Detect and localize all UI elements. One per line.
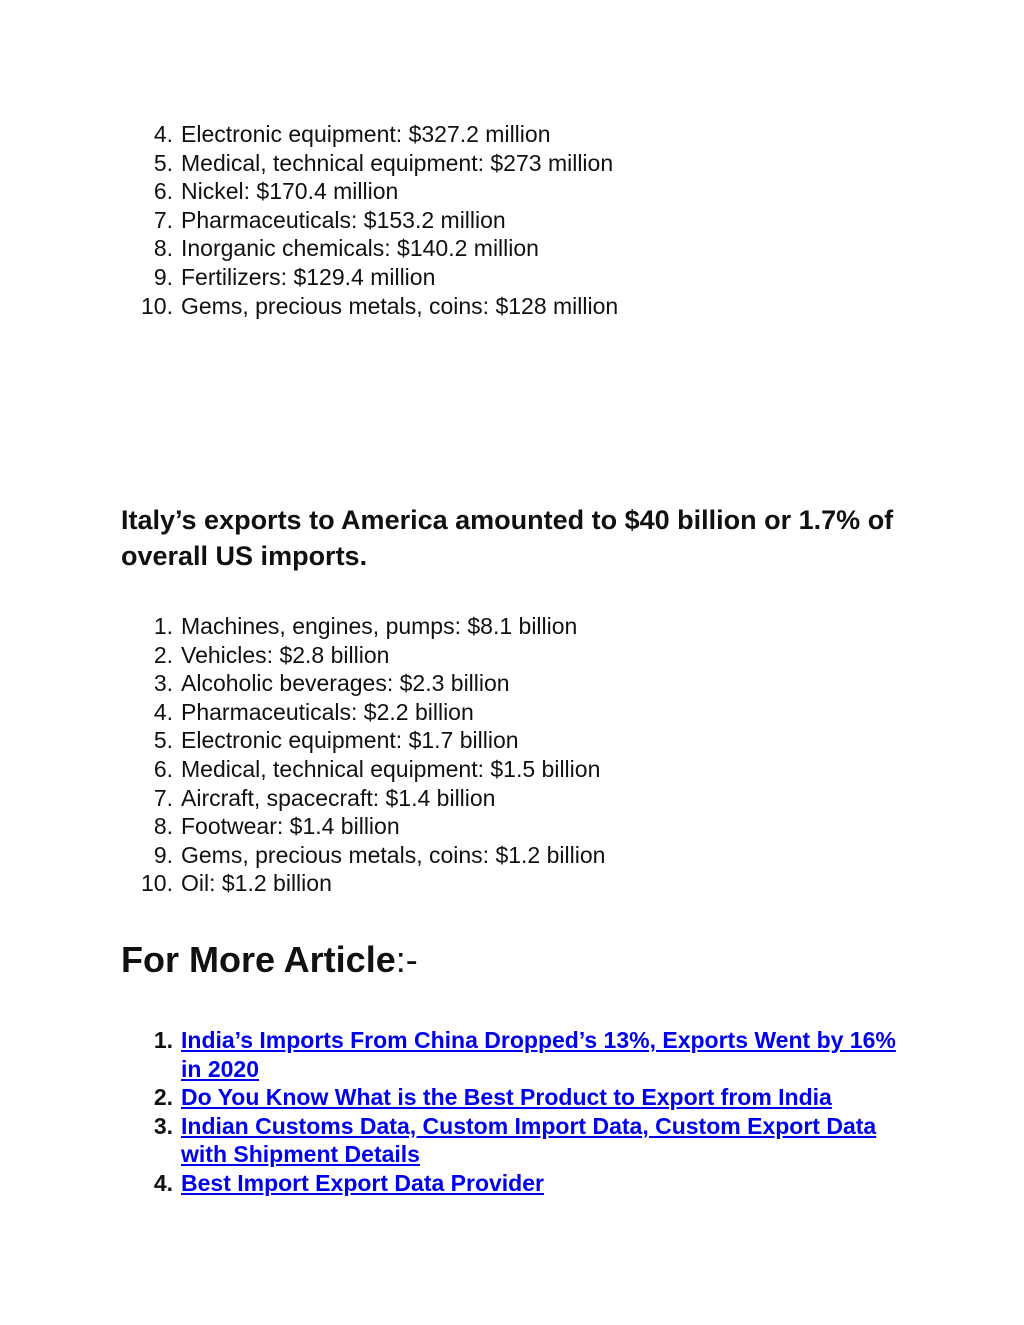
list-item	[0, 612, 1024, 641]
article-link-item	[0, 1169, 1024, 1198]
list-item-text: Pharmaceuticals: $2.2 billion	[181, 698, 474, 725]
article-link-item	[0, 1083, 1024, 1112]
list-item-text: Gems, precious metals, coins: $1.2 billion	[181, 841, 606, 868]
list-item-text: Fertilizers: $129.4 million	[181, 263, 436, 290]
article-link-best-product-export[interactable]: Do You Know What is the Best Product to Export from India	[181, 1084, 832, 1110]
italy-exports-heading: Italy’s exports to America amounted to $40 billion or 1.7% of overall US imports.	[121, 505, 894, 571]
list-number: 9.	[153, 263, 173, 290]
article-link-best-data-provider[interactable]: Best Import Export Data Provider	[181, 1169, 544, 1196]
list-number: 3.	[153, 1112, 173, 1139]
list-number: 10.	[141, 870, 173, 897]
list-item	[0, 149, 1024, 178]
list-item-text: Electronic equipment: $1.7 billion	[181, 727, 519, 754]
list-number: 7.	[153, 784, 173, 811]
list-number: 7.	[153, 206, 173, 233]
list-item-text: Medical, technical equipment: $273 million	[181, 149, 614, 176]
list-item	[0, 755, 1024, 784]
list-item	[0, 698, 1024, 727]
list-number: 9.	[153, 841, 173, 868]
list-item	[0, 263, 1024, 292]
list-item	[0, 869, 1024, 898]
list-item-text: Electronic equipment: $327.2 million	[181, 121, 551, 147]
italy-export-list	[0, 612, 1024, 898]
more-articles-list	[0, 1026, 1024, 1197]
list-item	[0, 177, 1024, 206]
list-number: 8.	[153, 813, 173, 840]
list-item-text: Gems, precious metals, coins: $128 million	[181, 292, 619, 319]
list-number: 6.	[153, 755, 173, 782]
list-number: 4.	[153, 1169, 173, 1196]
list-number: 10.	[141, 292, 173, 319]
list-item	[0, 812, 1024, 841]
list-item	[0, 206, 1024, 235]
list-item-text: Aircraft, spacecraft: $1.4 billion	[181, 784, 496, 811]
list-number: 6.	[153, 178, 173, 205]
list-number: 8.	[153, 235, 173, 262]
list-item	[0, 120, 1024, 149]
list-item	[0, 841, 1024, 870]
list-number: 5.	[153, 149, 173, 176]
list-item-text: Inorganic chemicals: $140.2 million	[181, 235, 539, 262]
list-number: 3.	[153, 670, 173, 697]
list-item	[0, 641, 1024, 670]
list-number: 4.	[153, 121, 173, 147]
list-item-text: Medical, technical equipment: $1.5 billion	[181, 755, 601, 782]
list-number: 1.	[153, 1027, 173, 1053]
more-articles-heading-text: For More Article	[121, 939, 396, 980]
list-item-text: Pharmaceuticals: $153.2 million	[181, 206, 506, 233]
top-export-list	[0, 120, 1024, 320]
list-item-text: Alcoholic beverages: $2.3 billion	[181, 670, 510, 697]
list-item-text: Machines, engines, pumps: $8.1 billion	[181, 613, 578, 639]
article-link-indian-customs-data[interactable]: Indian Customs Data, Custom Import Data, Custom Export Data with Shipment Details	[181, 1112, 877, 1167]
list-item-text: Footwear: $1.4 billion	[181, 813, 400, 840]
list-item	[0, 784, 1024, 813]
list-item	[0, 292, 1024, 321]
list-number: 2.	[153, 1084, 173, 1110]
article-link-item	[0, 1026, 1024, 1083]
list-item-text: Vehicles: $2.8 billion	[181, 641, 390, 668]
list-number: 2.	[153, 641, 173, 668]
list-number: 1.	[153, 613, 173, 639]
list-item	[0, 234, 1024, 263]
article-link-india-china-imports[interactable]: India’s Imports From China Dropped’s 13%, Exports Went by 16% in 2020	[181, 1027, 896, 1082]
more-articles-heading-suffix: :-	[395, 939, 418, 980]
list-item-text: Oil: $1.2 billion	[181, 870, 332, 897]
more-articles-heading	[121, 936, 418, 984]
list-number: 4.	[153, 698, 173, 725]
article-link-item	[0, 1112, 1024, 1169]
list-number: 5.	[153, 727, 173, 754]
list-item	[0, 726, 1024, 755]
list-item	[0, 669, 1024, 698]
list-item-text: Nickel: $170.4 million	[181, 178, 399, 205]
